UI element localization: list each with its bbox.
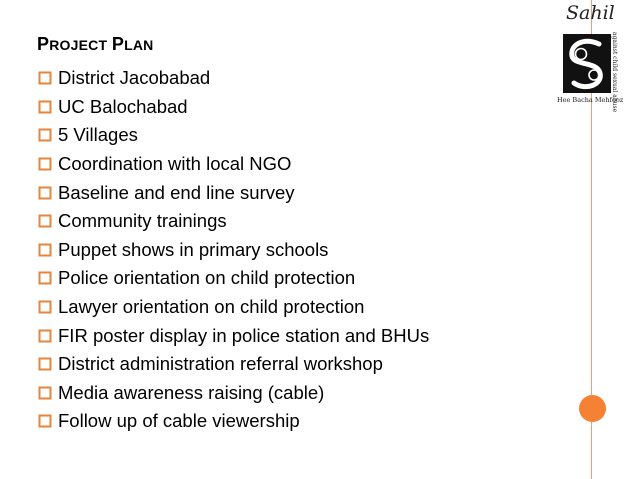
list-item [38,293,429,322]
item-text: Coordination with local NGO [58,153,292,175]
list-item [38,207,429,236]
square-bullet-icon [38,186,52,200]
logo-wordmark: Sahil [566,2,615,24]
square-bullet-icon [38,243,52,257]
item-text: 5 Villages [58,124,138,146]
item-text: Media awareness raising (cable) [58,381,325,403]
square-bullet-icon [38,100,52,114]
list-item [38,93,429,122]
list-item [38,350,429,379]
list-item [38,236,429,265]
list-item [38,407,429,436]
logo-emblem [563,34,611,93]
list-item [38,150,429,179]
item-text: FIR poster display in police station and BHUs [58,324,430,346]
orange-circle-decoration [579,395,606,422]
square-bullet-icon [38,414,52,428]
list-item [38,121,429,150]
list-item [38,178,429,207]
title-initial-1: P [37,34,50,54]
square-bullet-icon [38,329,52,343]
item-text: Lawyer orientation on child protection [58,296,365,318]
item-text: Baseline and end line survey [58,181,295,203]
item-text: Puppet shows in primary schools [58,238,329,260]
title-rest-1: ROJECT [49,37,108,53]
list-item [38,264,429,293]
square-bullet-icon [38,214,52,228]
item-text: Police orientation on child protection [58,267,356,289]
list-item [38,64,429,93]
square-bullet-icon [38,300,52,314]
slide-title [37,34,153,55]
square-bullet-icon [38,128,52,142]
item-text: Community trainings [58,210,227,232]
item-text: District administration referral workshop [58,353,383,375]
square-bullet-icon [38,157,52,171]
logo-swirl-icon [563,34,611,93]
square-bullet-icon [38,271,52,285]
bullet-list [38,64,429,436]
item-text: District Jacobabad [58,67,211,89]
item-text: UC Balochabad [58,95,188,117]
list-item [38,321,429,350]
logo-side-text: against child sexual abuse [611,32,618,113]
title-rest-2: LAN [124,37,154,53]
title-initial-2: P [111,34,125,54]
list-item [38,379,429,408]
square-bullet-icon [38,71,52,85]
logo-caption: Hee Bacha Mehfooz [557,96,624,104]
square-bullet-icon [38,386,52,400]
square-bullet-icon [38,357,52,371]
item-text: Follow up of cable viewership [58,410,300,432]
